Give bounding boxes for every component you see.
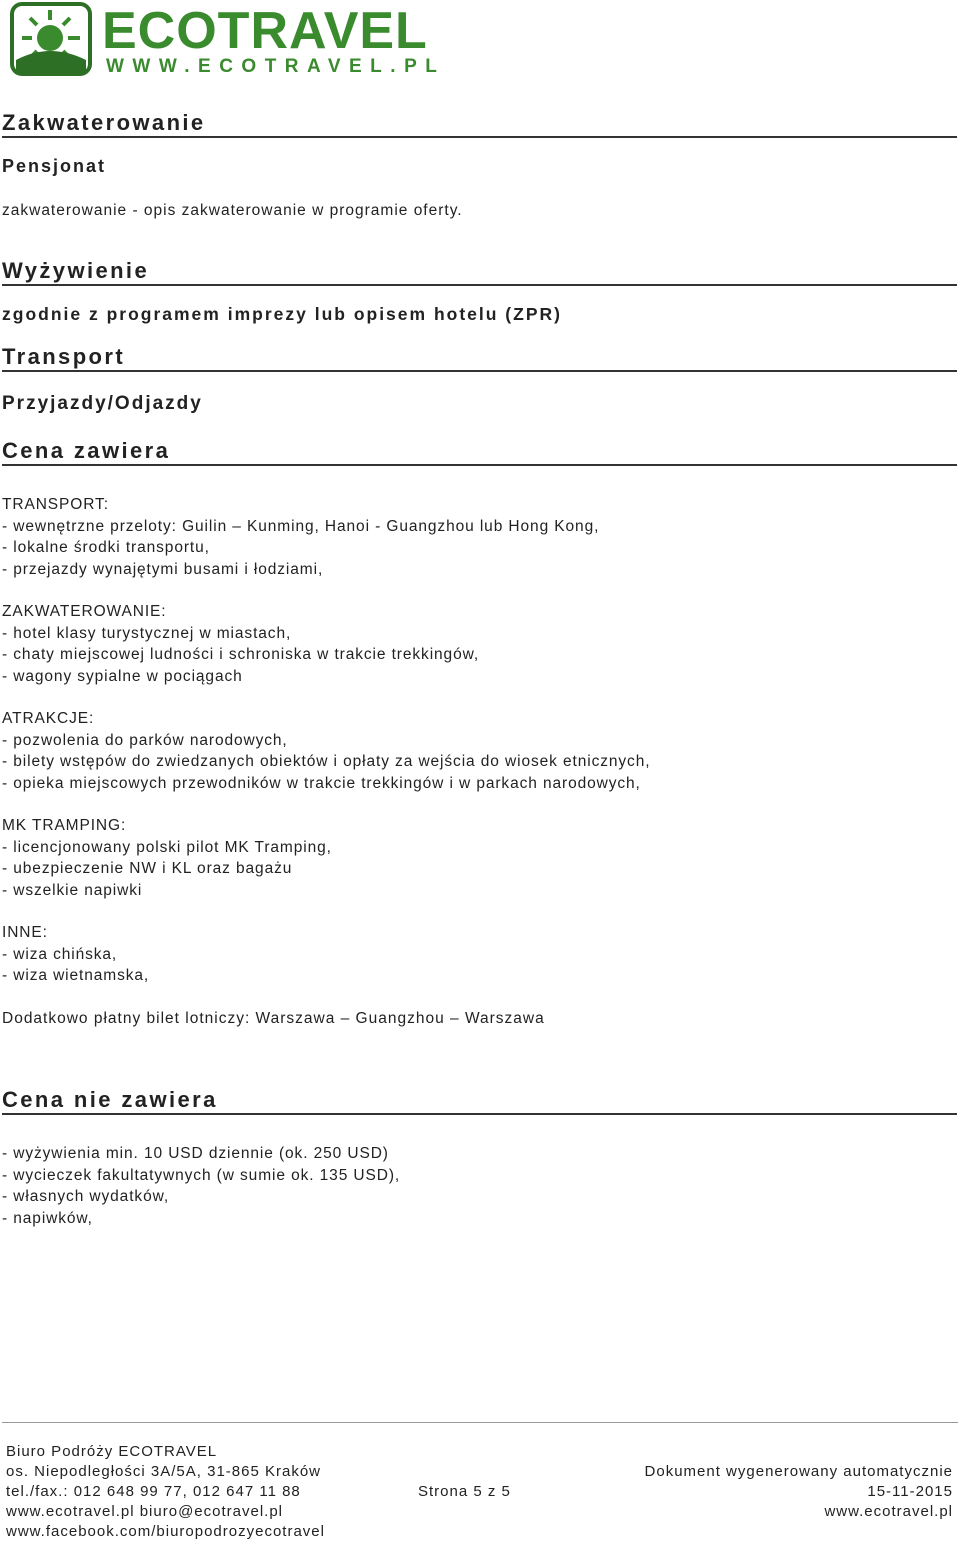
extra-paid-flight: Dodatkowo płatny bilet lotniczy: Warszawa – Guangzhou – Warszawa <box>2 1010 545 1027</box>
accommodation-type: Pensjonat <box>2 156 107 176</box>
list-item: - chaty miejscowej ludności i schroniska w trakcie trekkingów, <box>2 646 480 663</box>
price-excludes-list <box>2 1143 400 1229</box>
footer-divider <box>2 1422 958 1423</box>
list-item: - bilety wstępów do zwiedzanych obiektów i opłaty za wejścia do wiosek etnicznych, <box>2 753 651 770</box>
group-heading: TRANSPORT: <box>2 496 109 513</box>
list-item: - wyżywienia min. 10 USD dziennie (ok. 250 USD) <box>2 1145 389 1162</box>
list-item: - wiza chińska, <box>2 945 118 963</box>
group-heading: INNE: <box>2 924 48 941</box>
group-heading: MK TRAMPING: <box>2 817 127 834</box>
list-item: - wszelkie napiwki <box>2 881 143 899</box>
footer-facebook-link[interactable]: www.facebook.com/biuropodrozyecotravel <box>6 1523 325 1540</box>
list-item: - napiwków, <box>2 1209 93 1227</box>
footer-phone: tel./fax.: 012 648 99 77, 012 647 11 88 <box>6 1483 301 1500</box>
list-item: - własnych wydatków, <box>2 1188 170 1205</box>
price-includes-group-attractions <box>2 708 650 794</box>
footer-page-number: Strona 5 z 5 <box>418 1483 511 1500</box>
group-heading: ZAKWATEROWANIE: <box>2 603 167 620</box>
section-title-cena-nie-zawiera: Cena nie zawiera <box>2 1087 957 1115</box>
list-item: - hotel klasy turystycznej w miastach, <box>2 624 292 642</box>
section-title-zakwaterowanie: Zakwaterowanie <box>2 110 957 138</box>
price-includes-group-transport <box>2 494 599 580</box>
list-item: - wewnętrzne przeloty: Guilin – Kunming, Hanoi - Guangzhou lub Hong Kong, <box>2 517 600 535</box>
price-includes-group-accommodation <box>2 601 479 687</box>
section-title-cena-zawiera: Cena zawiera <box>2 438 957 466</box>
footer-generated-note: Dokument wygenerowany automatycznie <box>644 1463 953 1480</box>
group-heading: ATRAKCJE: <box>2 710 95 727</box>
section-title-wyzywienie: Wyżywienie <box>2 258 957 286</box>
logo-brand-text: ECOTRAVEL <box>102 2 428 60</box>
price-includes-group-other <box>2 922 149 987</box>
section-title-transport: Transport <box>2 344 957 372</box>
price-includes-group-mk-tramping <box>2 815 332 901</box>
list-item: - wagony sypialne w pociągach <box>2 667 243 685</box>
list-item: - wiza wietnamska, <box>2 967 150 984</box>
list-item: - pozwolenia do parków narodowych, <box>2 731 288 749</box>
list-item: - opieka miejscowych przewodników w trakcie trekkingów i w parkach narodowych, <box>2 774 641 792</box>
logo-url-text: WWW.ECOTRAVEL.PL <box>106 56 446 77</box>
list-item: - licencjonowany polski pilot MK Tramping, <box>2 838 332 856</box>
list-item: - wycieczek fakultatywnych (w sumie ok. 135 USD), <box>2 1166 401 1184</box>
transport-subtitle: Przyjazdy/Odjazdy <box>2 393 203 414</box>
accommodation-description: zakwaterowanie - opis zakwaterowanie w programie oferty. <box>2 202 463 219</box>
footer-date: 15-11-2015 <box>867 1483 953 1500</box>
meals-description: zgodnie z programem imprezy lub opisem hotelu (ZPR) <box>2 304 562 324</box>
footer-web-email[interactable]: www.ecotravel.pl biuro@ecotravel.pl <box>6 1503 283 1520</box>
ecotravel-logo <box>10 2 465 78</box>
footer-site-link[interactable]: www.ecotravel.pl <box>824 1503 953 1520</box>
footer-address: os. Niepodległości 3A/5A, 31-865 Kraków <box>6 1463 321 1480</box>
list-item: - lokalne środki transportu, <box>2 539 210 556</box>
list-item: - ubezpieczenie NW i KL oraz bagażu <box>2 860 293 877</box>
list-item: - przejazdy wynajętymi busami i łodziami, <box>2 560 324 578</box>
footer-company: Biuro Podróży ECOTRAVEL <box>6 1443 218 1460</box>
